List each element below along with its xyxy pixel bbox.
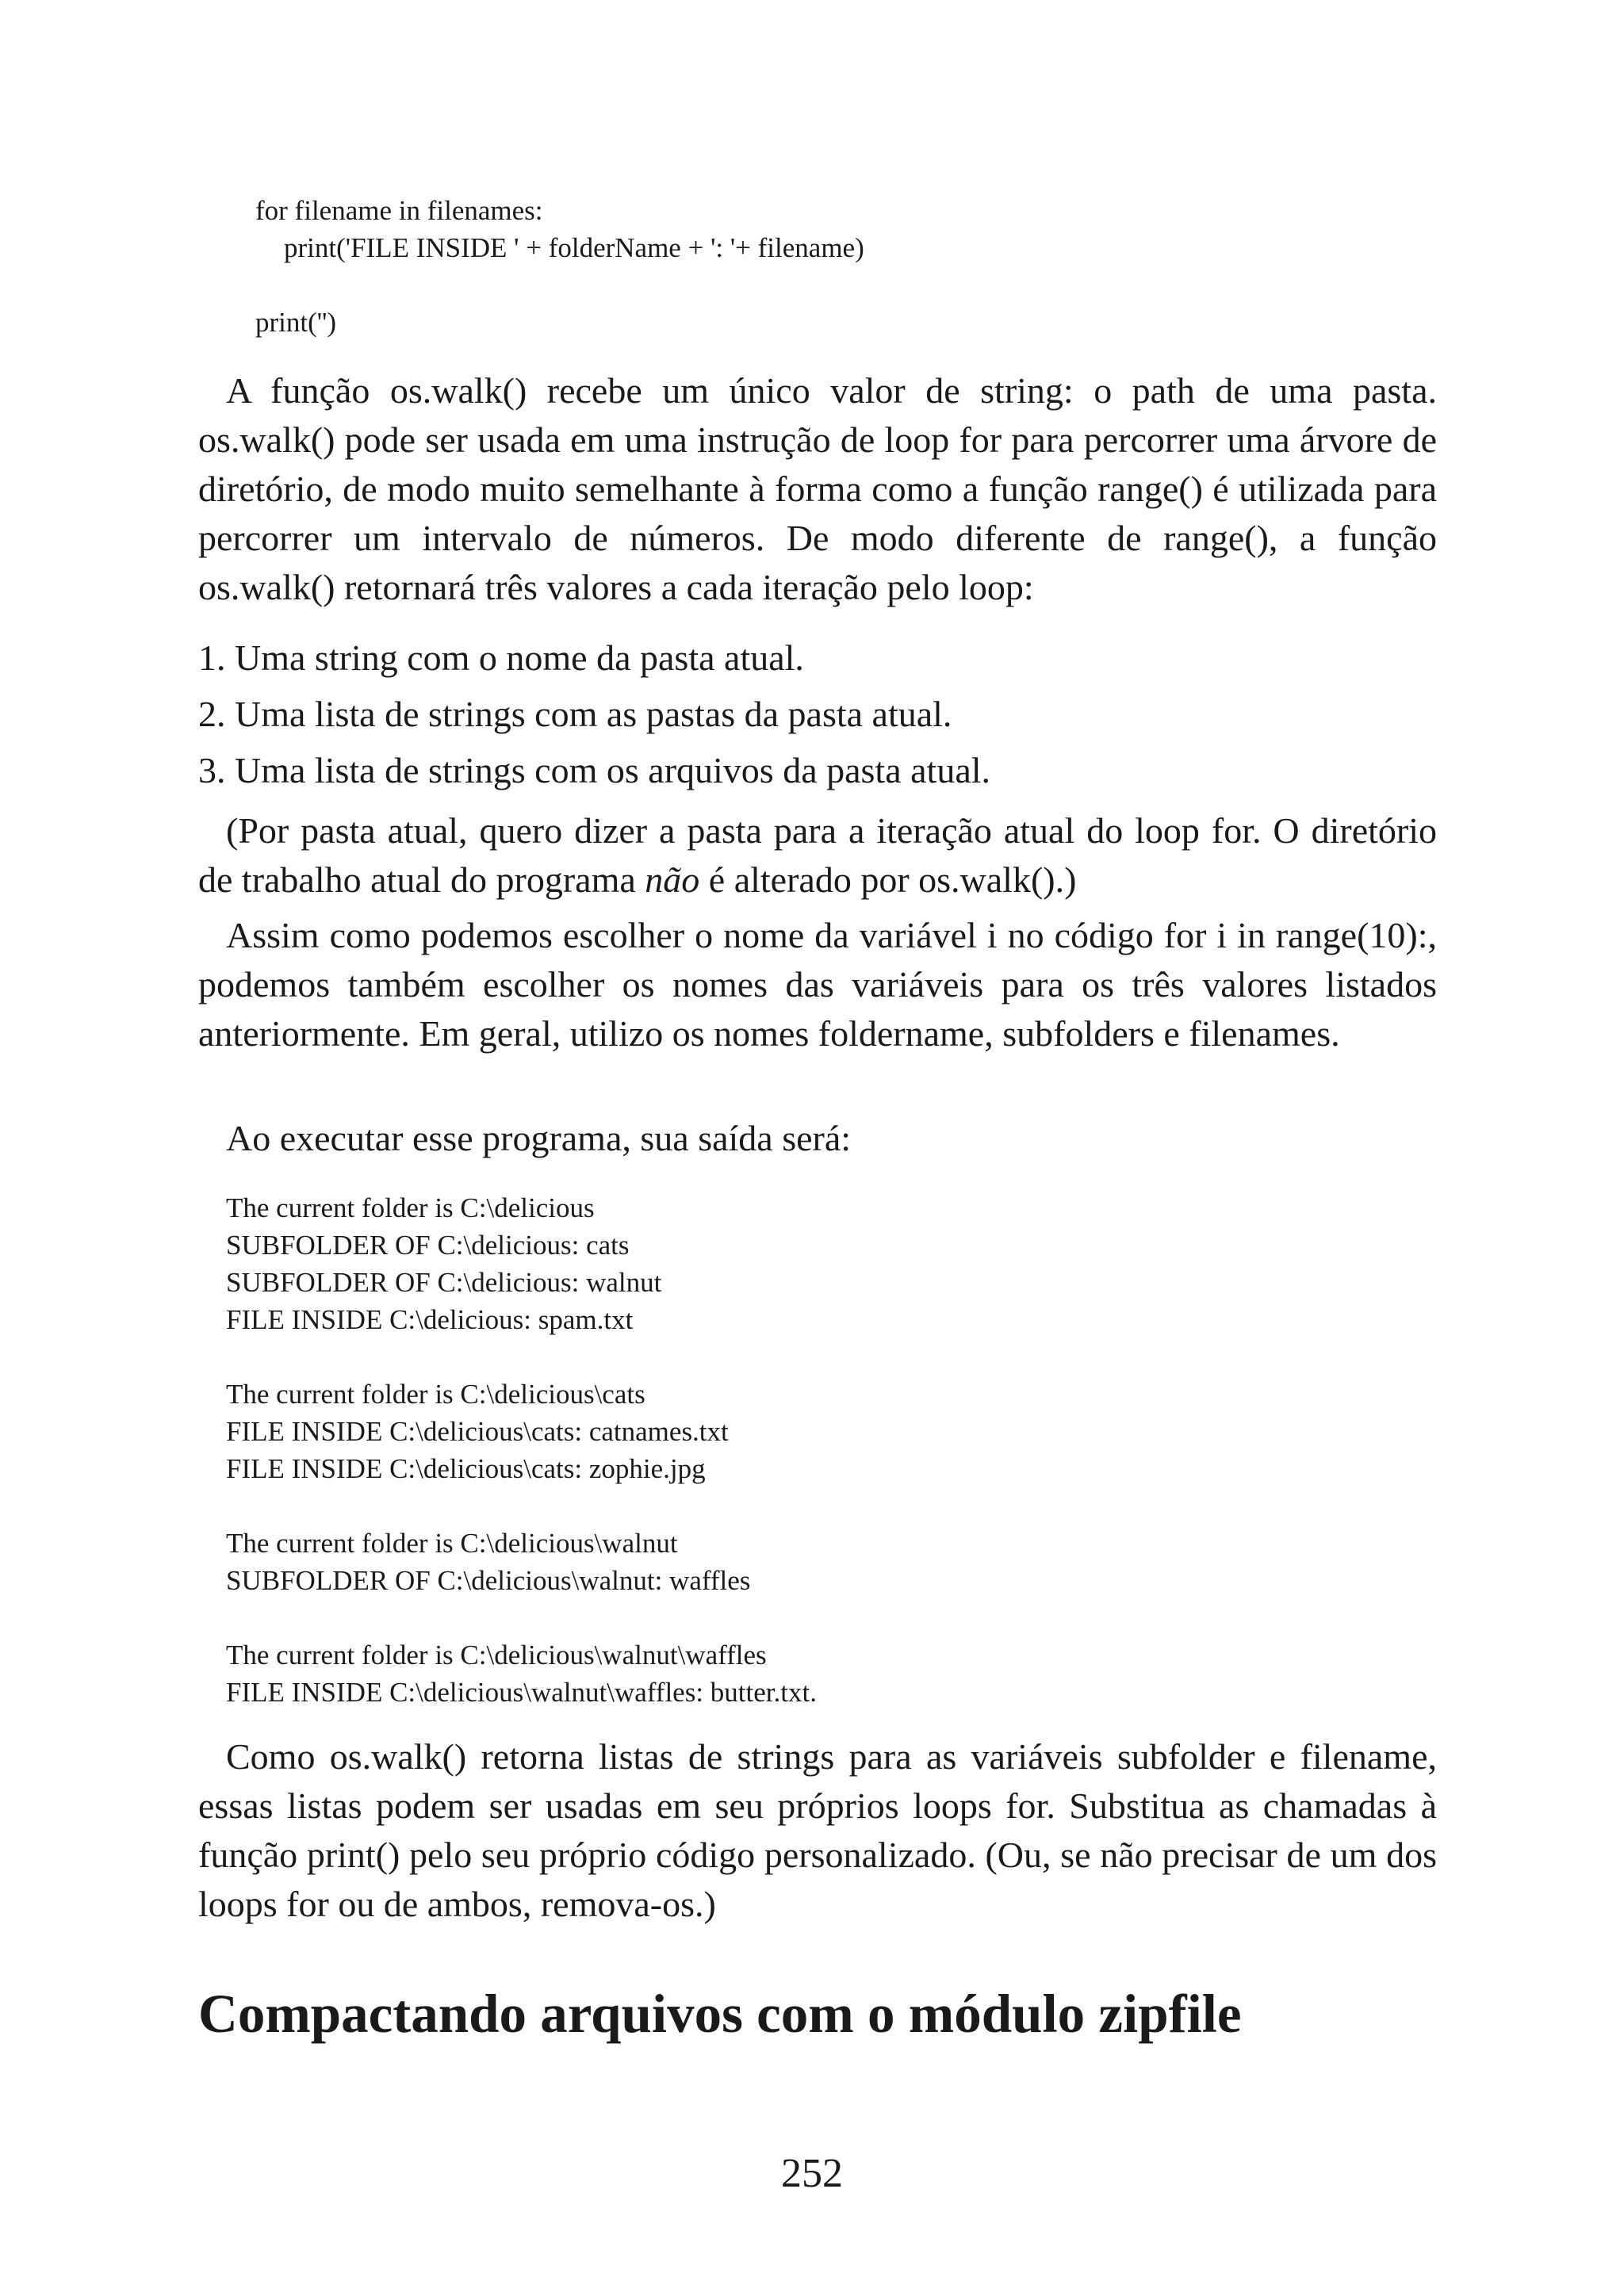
- output-line: The current folder is C:\delicious: [226, 1192, 595, 1223]
- output-line: FILE INSIDE C:\delicious\walnut\waffles: butter.txt.: [226, 1677, 817, 1708]
- paragraph-current-folder-note: [198, 806, 1437, 905]
- section-heading: Compactando arquivos com o módulo zipfile: [198, 1984, 1242, 2044]
- paragraph-text: A função os.walk() recebe um único valor de string: o path de uma pasta. os.walk() pode ser usada em uma instrução de loop for para percorrer uma árvore de diretório, de modo muito semelhante à forma como a função range() é utilizada para percorrer um intervalo de números. De modo diferente de range(), a função os.walk() retornará três valores a cada iteração pelo loop:: [198, 370, 1437, 607]
- paragraph-text: Ao executar esse programa, sua saída será:: [226, 1118, 852, 1158]
- list-item: 1. Uma string com o nome da pasta atual.: [198, 637, 804, 678]
- paragraph-text: Como os.walk() retorna listas de strings para as variáveis subfolder e filename, essas listas podem ser usadas em seu próprios loops for. Substitua as chamadas à função print() pelo seu próprio código personalizado. (Ou, se não precisar de um dos loops for ou de ambos, remova-os.): [198, 1736, 1437, 1924]
- code-snippet: [198, 192, 1437, 341]
- output-blank-line: [226, 1487, 817, 1525]
- paragraph-variable-names: [198, 911, 1437, 1058]
- paragraph-output-intro: [198, 1114, 1437, 1163]
- code-line: for filename in filenames:: [255, 195, 543, 226]
- output-line: SUBFOLDER OF C:\delicious: cats: [226, 1230, 630, 1261]
- return-values-list: [198, 629, 1437, 798]
- paragraph-os-walk-intro: [198, 366, 1437, 612]
- paragraph-custom-loops: [198, 1732, 1437, 1929]
- paragraph-text: [198, 806, 1437, 905]
- output-line: The current folder is C:\delicious\walnut\waffles: [226, 1640, 767, 1670]
- code-blank-line: [198, 266, 1437, 304]
- paragraph-text-part: (Por pasta atual, quero dizer a pasta para a iteração atual do loop for. O diretório de trabalho atual do programa: [198, 810, 1437, 900]
- output-line: SUBFOLDER OF C:\delicious: walnut: [226, 1267, 662, 1298]
- code-line: print(''): [255, 307, 337, 338]
- code-line: print('FILE INSIDE ' + folderName + ': '+ filename): [284, 232, 864, 263]
- output-blank-line: [226, 1338, 817, 1376]
- emphasis-text: não: [645, 859, 700, 900]
- page-number: 252: [781, 2151, 843, 2196]
- list-item: 3. Uma lista de strings com os arquivos da pasta atual.: [198, 750, 991, 790]
- output-blank-line: [226, 1599, 817, 1636]
- paragraph-text: Assim como podemos escolher o nome da variável i no código for i in range(10):, podemos também escolher os nomes das variáveis para os três valores listados anteriormente. Em geral, utilizo os nomes foldername, subfolders e filenames.: [198, 915, 1437, 1054]
- list-item: 2. Uma lista de strings com as pastas da pasta atual.: [198, 694, 952, 734]
- output-line: FILE INSIDE C:\delicious: spam.txt: [226, 1304, 634, 1335]
- output-line: The current folder is C:\delicious\walnut: [226, 1528, 678, 1559]
- output-line: SUBFOLDER OF C:\delicious\walnut: waffles: [226, 1565, 751, 1596]
- output-line: FILE INSIDE C:\delicious\cats: catnames.txt: [226, 1416, 729, 1447]
- output-line: FILE INSIDE C:\delicious\cats: zophie.jpg: [226, 1453, 706, 1484]
- program-output: [226, 1189, 817, 1711]
- output-line: The current folder is C:\delicious\cats: [226, 1379, 645, 1410]
- paragraph-text-part: é alterado por os.walk().): [699, 859, 1077, 900]
